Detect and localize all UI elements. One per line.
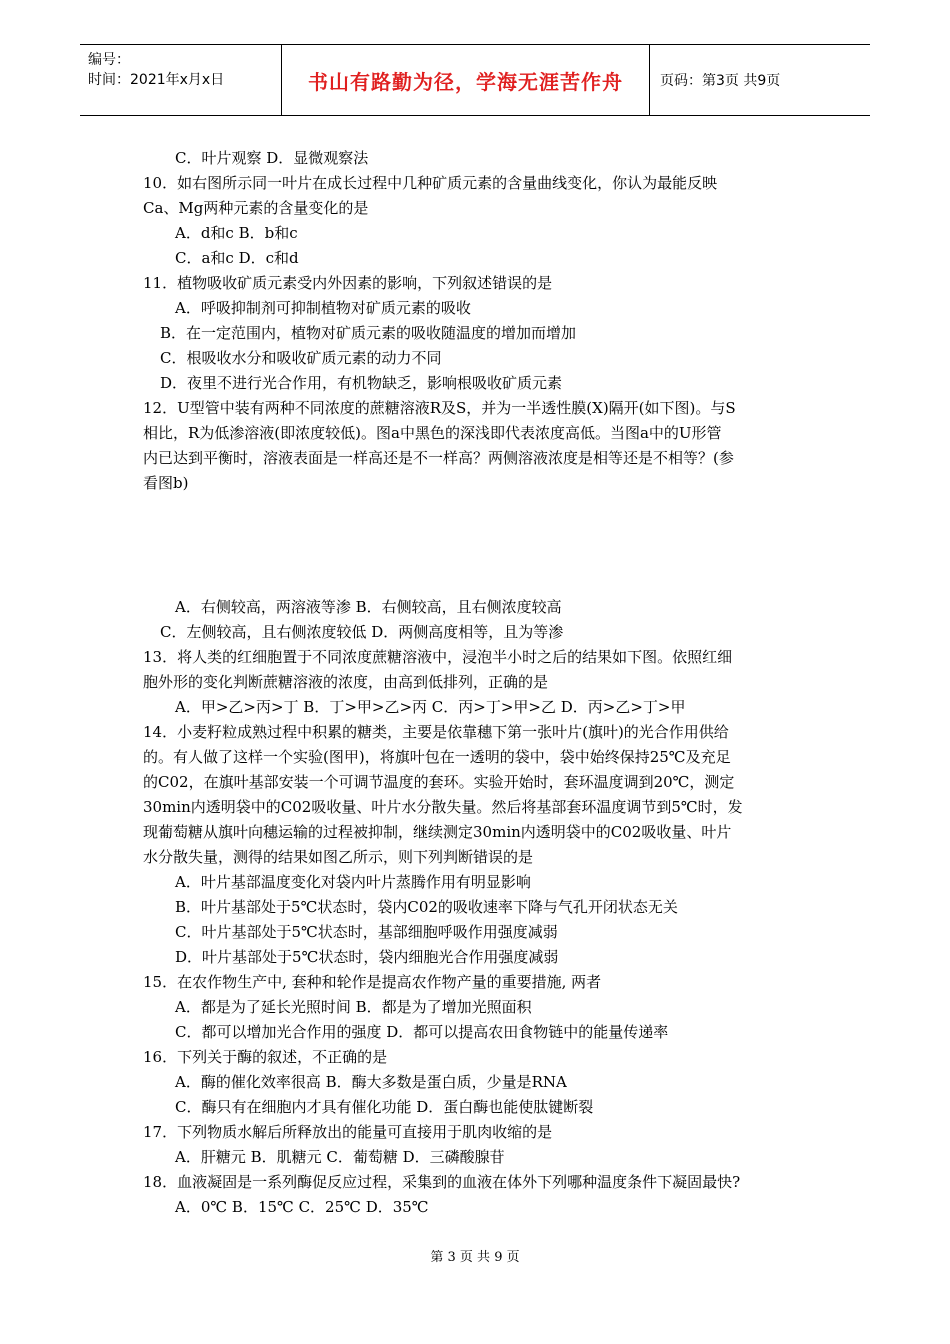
q10-options-ab: A．d和c B．b和c [175,224,298,242]
q14-option-b: B．叶片基部处于5℃状态时，袋内C02的吸收速率下降与气孔开闭状态无关 [175,898,678,916]
q17-options: A．肝糖元 B．肌糖元 C．葡萄糖 D．三磷酸腺苷 [175,1148,505,1166]
q10-line2: Ca、Mg两种元素的含量变化的是 [143,199,369,217]
header-page-info [650,45,880,115]
page-header [80,44,870,116]
q14-line4: 30min内透明袋中的C02吸收量、叶片水分散失量。然后将基部套环温度调节到5℃时，发 [143,798,743,816]
q11-option-c: C．根吸收水分和吸收矿质元素的动力不同 [160,349,442,367]
q12-line4: 看图b) [143,474,189,492]
q11-option-d: D．夜里不进行光合作用，有机物缺乏，影响根吸收矿质元素 [160,374,563,392]
q10-line1: 10．如右图所示同一叶片在成长过程中几种矿质元素的含量曲线变化，你认为最能反映 [143,174,718,192]
q15-options-cd: C．都可以增加光合作用的强度 D．都可以提高农田食物链中的能量传递率 [175,1023,669,1041]
q12-line1: 12．U型管中装有两种不同浓度的蔗糖溶液R及S，并为一半透性膜(X)隔开(如下图)。与S [143,399,736,417]
q10-options-cd: C．a和c D．c和d [175,249,299,267]
q15-options-ab: A．都是为了延长光照时间 B．都是为了增加光照面积 [175,998,532,1016]
q11-stem: 11．植物吸收矿质元素受内外因素的影响，下列叙述错误的是 [143,274,553,292]
q13-options: A．甲>乙>丙>丁 B．丁>甲>乙>丙 C．丙>丁>甲>乙 D．丙>乙>丁>甲 [175,698,686,716]
header-motto-cell [281,45,650,115]
q14-line3: 的C02，在旗叶基部安装一个可调节温度的套环。实验开始时，套环温度调到20℃，测定 [143,773,735,791]
q17-stem: 17．下列物质水解后所释放出的能量可直接用于肌肉收缩的是 [143,1123,553,1141]
q12-options-ab: A．右侧较高，两溶液等渗 B．右侧较高，且右侧浓度较高 [175,598,562,616]
q14-line1: 14．小麦籽粒成熟过程中积累的糖类，主要是依靠穗下第一张叶片(旗叶)的光合作用供给 [143,723,729,741]
q13-line1: 13．将人类的红细胞置于不同浓度蔗糖溶液中，浸泡半小时之后的结果如下图。依照红细 [143,648,733,666]
q16-options-cd: C．酶只有在细胞内才具有催化功能 D．蛋白酶也能使肽键断裂 [175,1098,594,1116]
q11-option-a: A．呼吸抑制剂可抑制植物对矿质元素的吸收 [175,299,471,317]
q13-line2: 胞外形的变化判断蔗糖溶液的浓度，由高到低排列，正确的是 [143,673,549,691]
q16-stem: 16．下列关于酶的叙述，不正确的是 [143,1048,388,1066]
q12-line2: 相比，R为低渗溶液(即浓度较低)。图a中黑色的深浅即代表浓度高低。当图a中的U形管 [143,424,722,442]
q12-line3: 内已达到平衡时，溶液表面是一样高还是不一样高？两侧溶液浓度是相等还是不相等？(参 [143,449,734,467]
q9-options: C．叶片观察 D．显微观察法 [175,149,369,167]
header-meta [80,45,280,115]
page-footer: 第 3 页 共 9 页 [430,1250,520,1265]
q14-line2: 的。有人做了这样一个实验(图甲)，将旗叶包在一透明的袋中，袋中始终保持25℃及充足 [143,748,731,766]
q15-stem: 15．在农作物生产中, 套种和轮作是提高农作物产量的重要措施, 两者 [143,973,602,991]
q18-options: A．0℃ B．15℃ C．25℃ D．35℃ [175,1198,429,1216]
q16-options-ab: A．酶的催化效率很高 B．酶大多数是蛋白质，少量是RNA [175,1073,567,1091]
q14-line5: 现葡萄糖从旗叶向穗运输的过程被抑制，继续测定30min内透明袋中的C02吸收量、叶片 [143,823,732,841]
q14-option-d: D．叶片基部处于5℃状态时，袋内细胞光合作用强度减弱 [175,948,559,966]
q12-options-cd: C．左侧较高，且右侧浓度较低 D．两侧高度相等，且为等渗 [160,623,564,641]
motto: 书山有路勤为径，学海无涯苦作舟 [308,69,623,94]
q14-line6: 水分散失量，测得的结果如图乙所示，则下列判断错误的是 [143,848,534,866]
time-label: 时间：2021年x月x日 [88,72,225,88]
page-info: 页码：第3页 共9页 [660,73,781,89]
q18-stem: 18．血液凝固是一系列酶促反应过程，采集到的血液在体外下列哪种温度条件下凝固最快? [143,1173,741,1191]
number-label: 编号： [88,52,130,68]
q14-option-a: A．叶片基部温度变化对袋内叶片蒸腾作用有明显影响 [175,873,531,891]
q11-option-b: B．在一定范围内，植物对矿质元素的吸收随温度的增加而增加 [160,324,577,342]
q14-option-c: C．叶片基部处于5℃状态时，基部细胞呼吸作用强度减弱 [175,923,558,941]
